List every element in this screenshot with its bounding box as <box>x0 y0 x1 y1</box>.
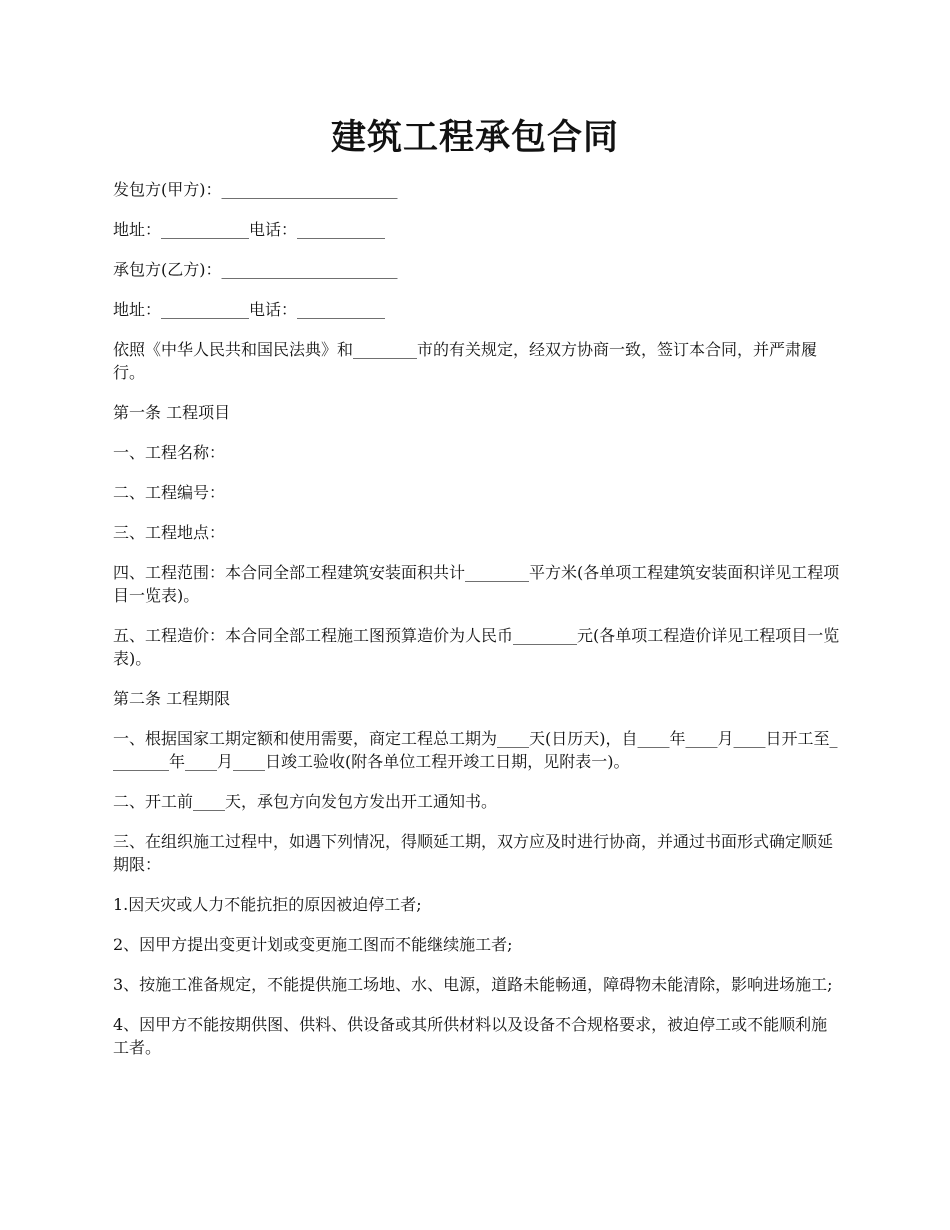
project-location-line: 三、工程地点： <box>113 523 226 542</box>
article-1-heading: 第一条 工程项目 <box>113 403 231 422</box>
party-a-line: 发包方(甲方)：______________________ <box>113 180 398 199</box>
party-a-address-line: 地址：___________电话：___________ <box>113 220 386 239</box>
article-2-heading: 第二条 工程期限 <box>113 689 231 708</box>
project-name-line: 一、工程名称： <box>113 443 226 462</box>
duration-paragraph: 一、根据国家工期定额和使用需要，商定工程总工期为____天(日历天)，自____年____月____日开工至________年____月____日竣工验收(附各单位工程开竣工日期，见附表一)。 <box>113 729 838 771</box>
notice-paragraph: 二、开工前____天，承包方向发包方发出开工通知书。 <box>113 792 498 811</box>
preamble-paragraph: 依照《中华人民共和国民法典》和________市的有关规定，经双方协商一致，签订本合同，并严肃履行。 <box>113 340 818 382</box>
document-body <box>113 178 843 1076</box>
project-number-line: 二、工程编号： <box>113 483 226 502</box>
extension-item-1: 1.因天灾或人力不能抗拒的原因被迫停工者; <box>113 895 422 914</box>
extension-item-4: 4、因甲方不能按期供图、供料、供设备或其所供材料以及设备不合规格要求，被迫停工或不能顺利施工者。 <box>113 1015 828 1057</box>
project-cost-paragraph: 五、工程造价：本合同全部工程施工图预算造价为人民币________元(各单项工程造价详见工程项目一览表)。 <box>113 626 840 668</box>
document-title: 建筑工程承包合同 <box>330 117 619 158</box>
project-scope-paragraph: 四、工程范围：本合同全部工程建筑安装面积共计________平方米(各单项工程建筑安装面积详见工程项目一览表)。 <box>113 563 840 605</box>
extension-paragraph: 三、在组织施工过程中，如遇下列情况，得顺延工期，双方应及时进行协商，并通过书面形式确定顺延期限： <box>113 832 834 874</box>
party-b-address-line: 地址：___________电话：___________ <box>113 300 386 319</box>
party-b-line: 承包方(乙方)：______________________ <box>113 260 398 279</box>
extension-item-2: 2、因甲方提出变更计划或变更施工图而不能继续施工者; <box>113 935 513 954</box>
extension-item-3: 3、按施工准备规定，不能提供施工场地、水、电源，道路未能畅通，障碍物未能清除，影响进场施工; <box>113 975 833 994</box>
